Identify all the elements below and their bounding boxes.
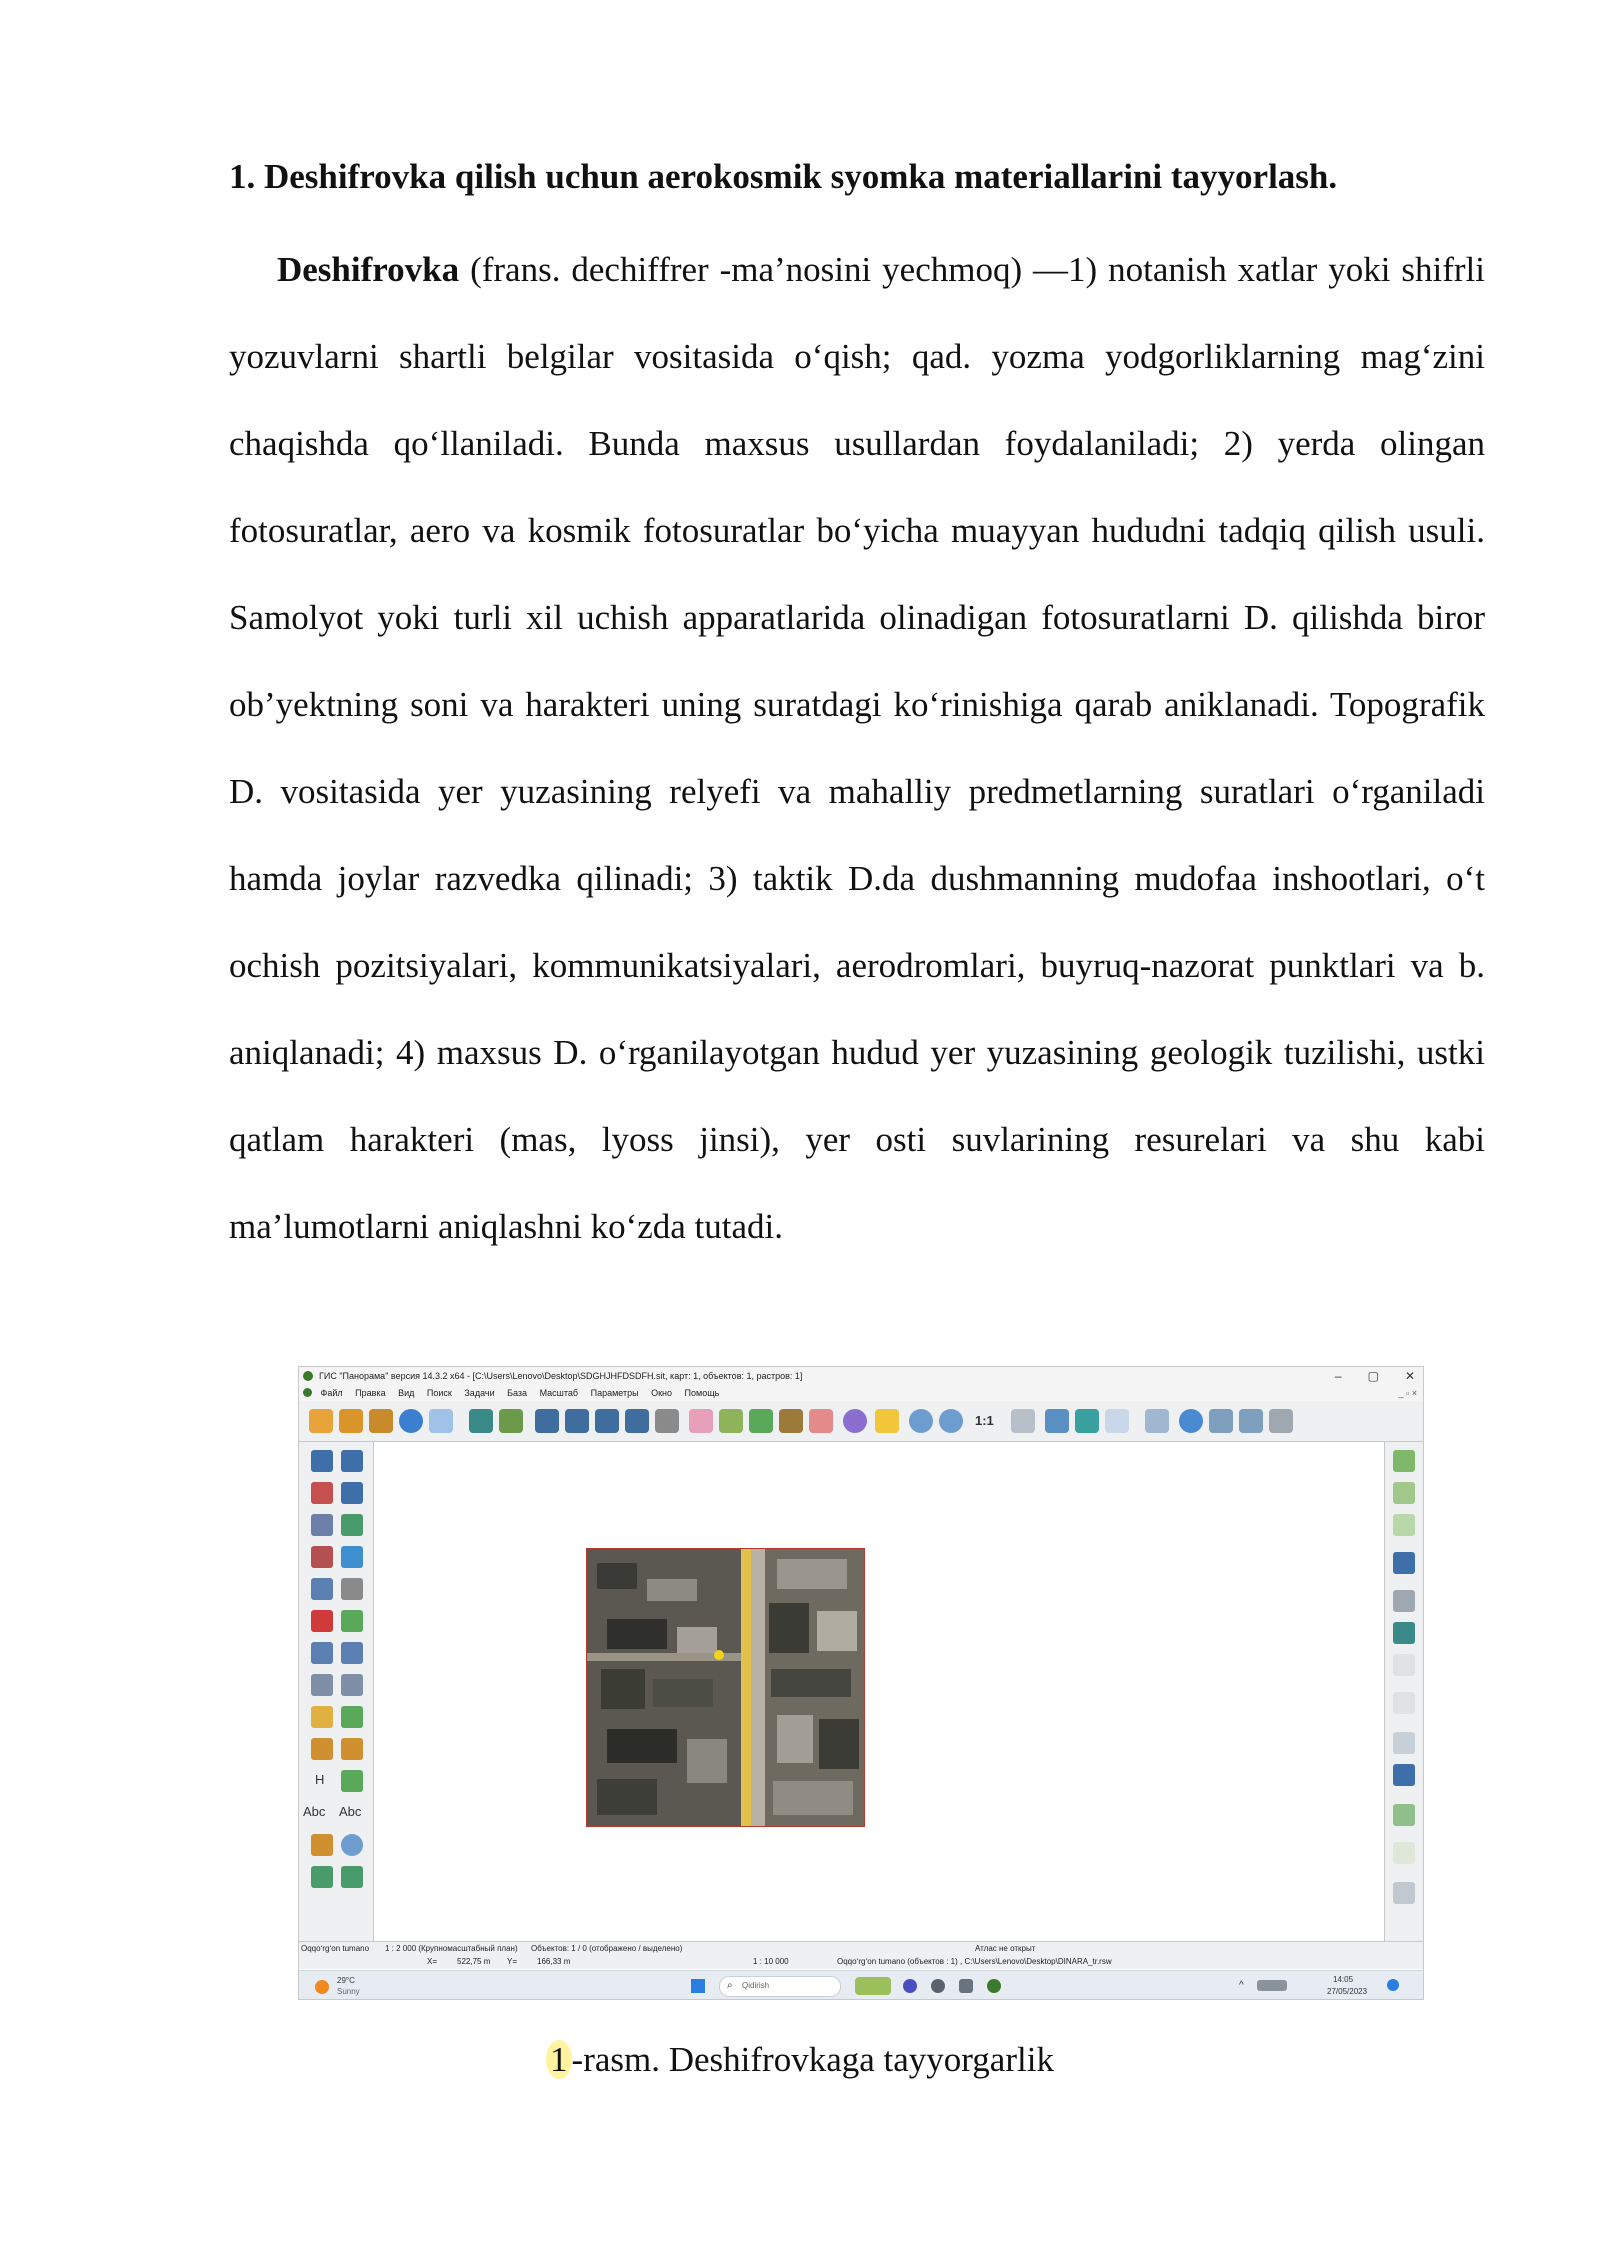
brush-icon[interactable] [311, 1834, 333, 1856]
zoom-plus-icon[interactable] [341, 1834, 363, 1856]
lightning-icon[interactable] [875, 1409, 899, 1433]
meet-icon[interactable] [903, 1979, 917, 1993]
pen-icon[interactable] [311, 1450, 333, 1472]
widgets-icon[interactable] [855, 1977, 891, 1995]
scatter-icon[interactable] [1393, 1482, 1415, 1504]
zoom-in-icon[interactable] [939, 1409, 963, 1433]
aerial-photo [586, 1548, 865, 1827]
binoculars-text-icon[interactable] [565, 1409, 589, 1433]
network-sound-battery-icon[interactable] [1257, 1980, 1287, 1991]
menu-window[interactable]: Окно [651, 1388, 673, 1398]
status-atlas: Атлас не открыт [975, 1944, 1036, 1953]
copy-icon[interactable] [429, 1409, 453, 1433]
gis-screenshot [298, 1366, 1424, 2000]
temperature: 29°C [337, 1976, 355, 1985]
weather-text: Sunny [337, 1987, 360, 1996]
window-title: ГИС "Панорама" версия 14.3.2 x64 - [C:\Users\Lenovo\Desktop\SDGHJHFDSDFH.sit, карт: 1, объектов: 1, растров: 1] [319, 1371, 803, 1381]
back-arrow-icon[interactable] [1105, 1409, 1129, 1433]
section-heading: 1. Deshifrovka qilish uchun aerokosmik syomka materiallarini tayyorlash. [229, 157, 1338, 196]
right-tool-panel [1384, 1442, 1423, 1941]
add-object-icon[interactable] [749, 1409, 773, 1433]
magnifier-icon[interactable] [1393, 1732, 1415, 1754]
map-canvas[interactable] [374, 1442, 1384, 1941]
branch-icon[interactable] [341, 1642, 363, 1664]
menu-edit[interactable]: Правка [355, 1388, 386, 1398]
pen-line-icon[interactable] [341, 1450, 363, 1472]
help-pen-icon[interactable] [311, 1514, 333, 1536]
diamond-edit-icon[interactable] [341, 1706, 363, 1728]
layers-stack-icon[interactable] [1393, 1622, 1415, 1644]
split-icon[interactable] [311, 1578, 333, 1600]
search-icon: ⌕ [727, 1980, 733, 1991]
left-tool-panel [299, 1442, 374, 1941]
status-scale-2: 1 : 10 000 [753, 1957, 789, 1966]
delete-x-icon[interactable] [311, 1610, 333, 1632]
binoculars-list-icon[interactable] [625, 1409, 649, 1433]
app-icon[interactable] [959, 1979, 973, 1993]
pointer-icon[interactable] [1145, 1409, 1169, 1433]
window-titlebar [299, 1367, 1423, 1385]
palette-icon[interactable] [843, 1409, 867, 1433]
figure-number: 1 [546, 2040, 572, 2079]
status-scale: 1 : 2 000 (Крупномасштабный план) [385, 1944, 518, 1953]
pen-arrow-icon[interactable] [341, 1482, 363, 1504]
check-box-icon[interactable] [341, 1770, 363, 1792]
panorama-app-icon [303, 1371, 313, 1381]
status-objects: Объектов: 1 / 0 (отображено / выделено) [531, 1944, 683, 1953]
menu-view[interactable]: Вид [398, 1388, 415, 1398]
delete-object-icon[interactable] [809, 1409, 833, 1433]
body-paragraph [229, 226, 1485, 1270]
pencil-icon[interactable] [311, 1706, 333, 1728]
open-folder-icon[interactable] [309, 1409, 333, 1433]
height-label-tool[interactable]: H [315, 1772, 325, 1787]
mdi-controls[interactable]: _ ▫ × [1398, 1388, 1417, 1398]
start-icon[interactable] [691, 1979, 705, 1993]
tag-alt-icon[interactable] [341, 1738, 363, 1760]
status-region: Oqqoʻrgʻon tumano [301, 1944, 370, 1953]
window-icon[interactable] [1045, 1409, 1069, 1433]
tray-chevron-icon[interactable]: ^ [1239, 1980, 1244, 1991]
map-tile-icon[interactable] [1393, 1804, 1415, 1826]
panel-icon[interactable] [1239, 1409, 1263, 1433]
select-point-icon[interactable] [719, 1409, 743, 1433]
windows-taskbar [299, 1970, 1423, 2000]
info-tile-icon[interactable] [1393, 1842, 1415, 1864]
curve-alt-icon[interactable] [341, 1674, 363, 1696]
paragraph-text: (frans. dechiffrer -ma’nosini yechmoq) —1) notanish xatlar yoki shifrli yozuvlarni shartli belgilar vositasida oʻqish; qad. yozma yodgorliklarning magʻzini chaqishda qoʻllaniladi. Bunda maxsus usullardan foydalaniladi; 2) yerda olingan fotosuratlar, aero va kosmik fotosuratlar boʻyicha muayyan hududni tadqiq qilish usuli. Samolyot yoki turli xil uchish apparatlarida olinadigan fotosuratlarni D. qilishda biror ob’yektning soni va harakteri uning suratdagi koʻrinishiga qarab aniklanadi. Topografik D. vositasida yer yuzasining relyefi va mahalliy predmetlarning suratlari oʻrganiladi hamda joylar razvedka qilinadi; 3) taktik D.da dushmanning mudofaa inshootlari, oʻt ochish pozitsiyalari, kommunikatsiyalari, aerodromlari, buyruq-nazorat punktlari va b. aniqlanadi; 4) maxsus D. oʻrganilayotgan hudud yer yuzasining geologik tuzilishi, ustki qatlam harakteri (mas, lyoss jinsi), yer osti suvlarining resurelari va shu kabi ma’lumotlarni aniqlashni koʻzda tutadi. [229, 250, 1485, 1246]
layers-icon[interactable] [469, 1409, 493, 1433]
menu-parameters[interactable]: Параметры [590, 1388, 639, 1398]
x-coordinate-label: X= [427, 1957, 438, 1966]
route-icon[interactable] [1393, 1552, 1415, 1574]
maximize-button[interactable]: ▢ [1367, 1369, 1379, 1383]
clock-time: 14:05 [1333, 1975, 1354, 1984]
x-coordinate-value: 522,75 m [457, 1957, 491, 1966]
binoculars-icon[interactable] [535, 1409, 559, 1433]
status-info: Oqqoʻrgʻon tumano (объектов : 1) , C:\Users\Lenovo\Desktop\DINARA_tr.rsw [837, 1957, 1112, 1966]
screen-icon[interactable] [1209, 1409, 1233, 1433]
scissors-icon[interactable] [311, 1546, 333, 1568]
full-extent-icon[interactable] [1011, 1409, 1035, 1433]
close-button[interactable]: ✕ [1404, 1369, 1415, 1383]
edit-pen-icon[interactable] [1393, 1764, 1415, 1786]
window-controls [1335, 1367, 1415, 1385]
curve-icon[interactable] [311, 1674, 333, 1696]
menu-scale[interactable]: Масштаб [539, 1388, 579, 1398]
diamond-icon[interactable] [341, 1610, 363, 1632]
y-coordinate-label: Y= [507, 1957, 518, 1966]
grid-cut-icon[interactable] [341, 1578, 363, 1600]
network-icon[interactable] [311, 1866, 333, 1888]
minimize-button[interactable]: – [1334, 1369, 1342, 1383]
binoculars-area-icon[interactable] [595, 1409, 619, 1433]
status-bar-top [299, 1941, 1423, 1956]
search-placeholder: Qidirish [742, 1981, 770, 1990]
properties-icon[interactable] [1269, 1409, 1293, 1433]
cloud-icon[interactable] [1393, 1514, 1415, 1536]
panorama-taskbar-icon[interactable] [987, 1979, 1001, 1993]
earth-icon[interactable] [1179, 1409, 1203, 1433]
figure-caption [0, 2034, 1600, 2086]
globe-icon[interactable] [399, 1409, 423, 1433]
check-icon[interactable] [1075, 1409, 1099, 1433]
text-tool[interactable]: Abc [303, 1804, 326, 1819]
scale-one-to-one-button[interactable]: 1:1 [975, 1413, 994, 1428]
zoom-out-icon[interactable] [909, 1409, 933, 1433]
notification-icon[interactable] [1387, 1979, 1399, 1991]
menu-database[interactable]: База [507, 1388, 528, 1398]
grid-window-icon[interactable] [1393, 1882, 1415, 1904]
crosshair-icon[interactable] [311, 1642, 333, 1664]
settings-icon[interactable] [931, 1979, 945, 1993]
list-icon[interactable] [655, 1409, 679, 1433]
taskbar-search[interactable] [719, 1976, 841, 1997]
select-object-icon[interactable] [689, 1409, 713, 1433]
cut-pen-icon[interactable] [311, 1482, 333, 1504]
menu-search[interactable]: Поиск [426, 1388, 452, 1398]
y-coordinate-value: 166,33 m [537, 1957, 571, 1966]
menu-app-icon [303, 1388, 312, 1397]
menu-bar [299, 1385, 1423, 1401]
table-icon[interactable] [1393, 1654, 1415, 1676]
tag-icon[interactable] [311, 1738, 333, 1760]
status-bar-bottom [299, 1955, 1423, 1969]
caption-text: -rasm. Deshifrovkaga tayyorgarlik [571, 2040, 1054, 2079]
text-alt-tool[interactable]: Abc [339, 1804, 362, 1819]
open-map-icon[interactable] [339, 1409, 363, 1433]
menu-tasks[interactable]: Задачи [464, 1388, 495, 1398]
intersection-icon[interactable] [1393, 1590, 1415, 1612]
save-icon[interactable] [369, 1409, 393, 1433]
edit-object-icon[interactable] [779, 1409, 803, 1433]
points-icon[interactable] [1393, 1450, 1415, 1472]
diamond-list-icon[interactable] [341, 1866, 363, 1888]
main-toolbar [299, 1401, 1423, 1442]
pen-check-icon[interactable] [341, 1514, 363, 1536]
document-icon[interactable] [1393, 1692, 1415, 1714]
menu-file[interactable]: Файл [320, 1388, 343, 1398]
tree-icon[interactable] [499, 1409, 523, 1433]
clock-date: 27/05/2023 [1327, 1987, 1368, 1996]
sun-icon [315, 1980, 329, 1994]
term-deshifrovka: Deshifrovka [277, 250, 460, 289]
menu-help[interactable]: Помощь [684, 1388, 720, 1398]
star-icon[interactable] [341, 1546, 363, 1568]
